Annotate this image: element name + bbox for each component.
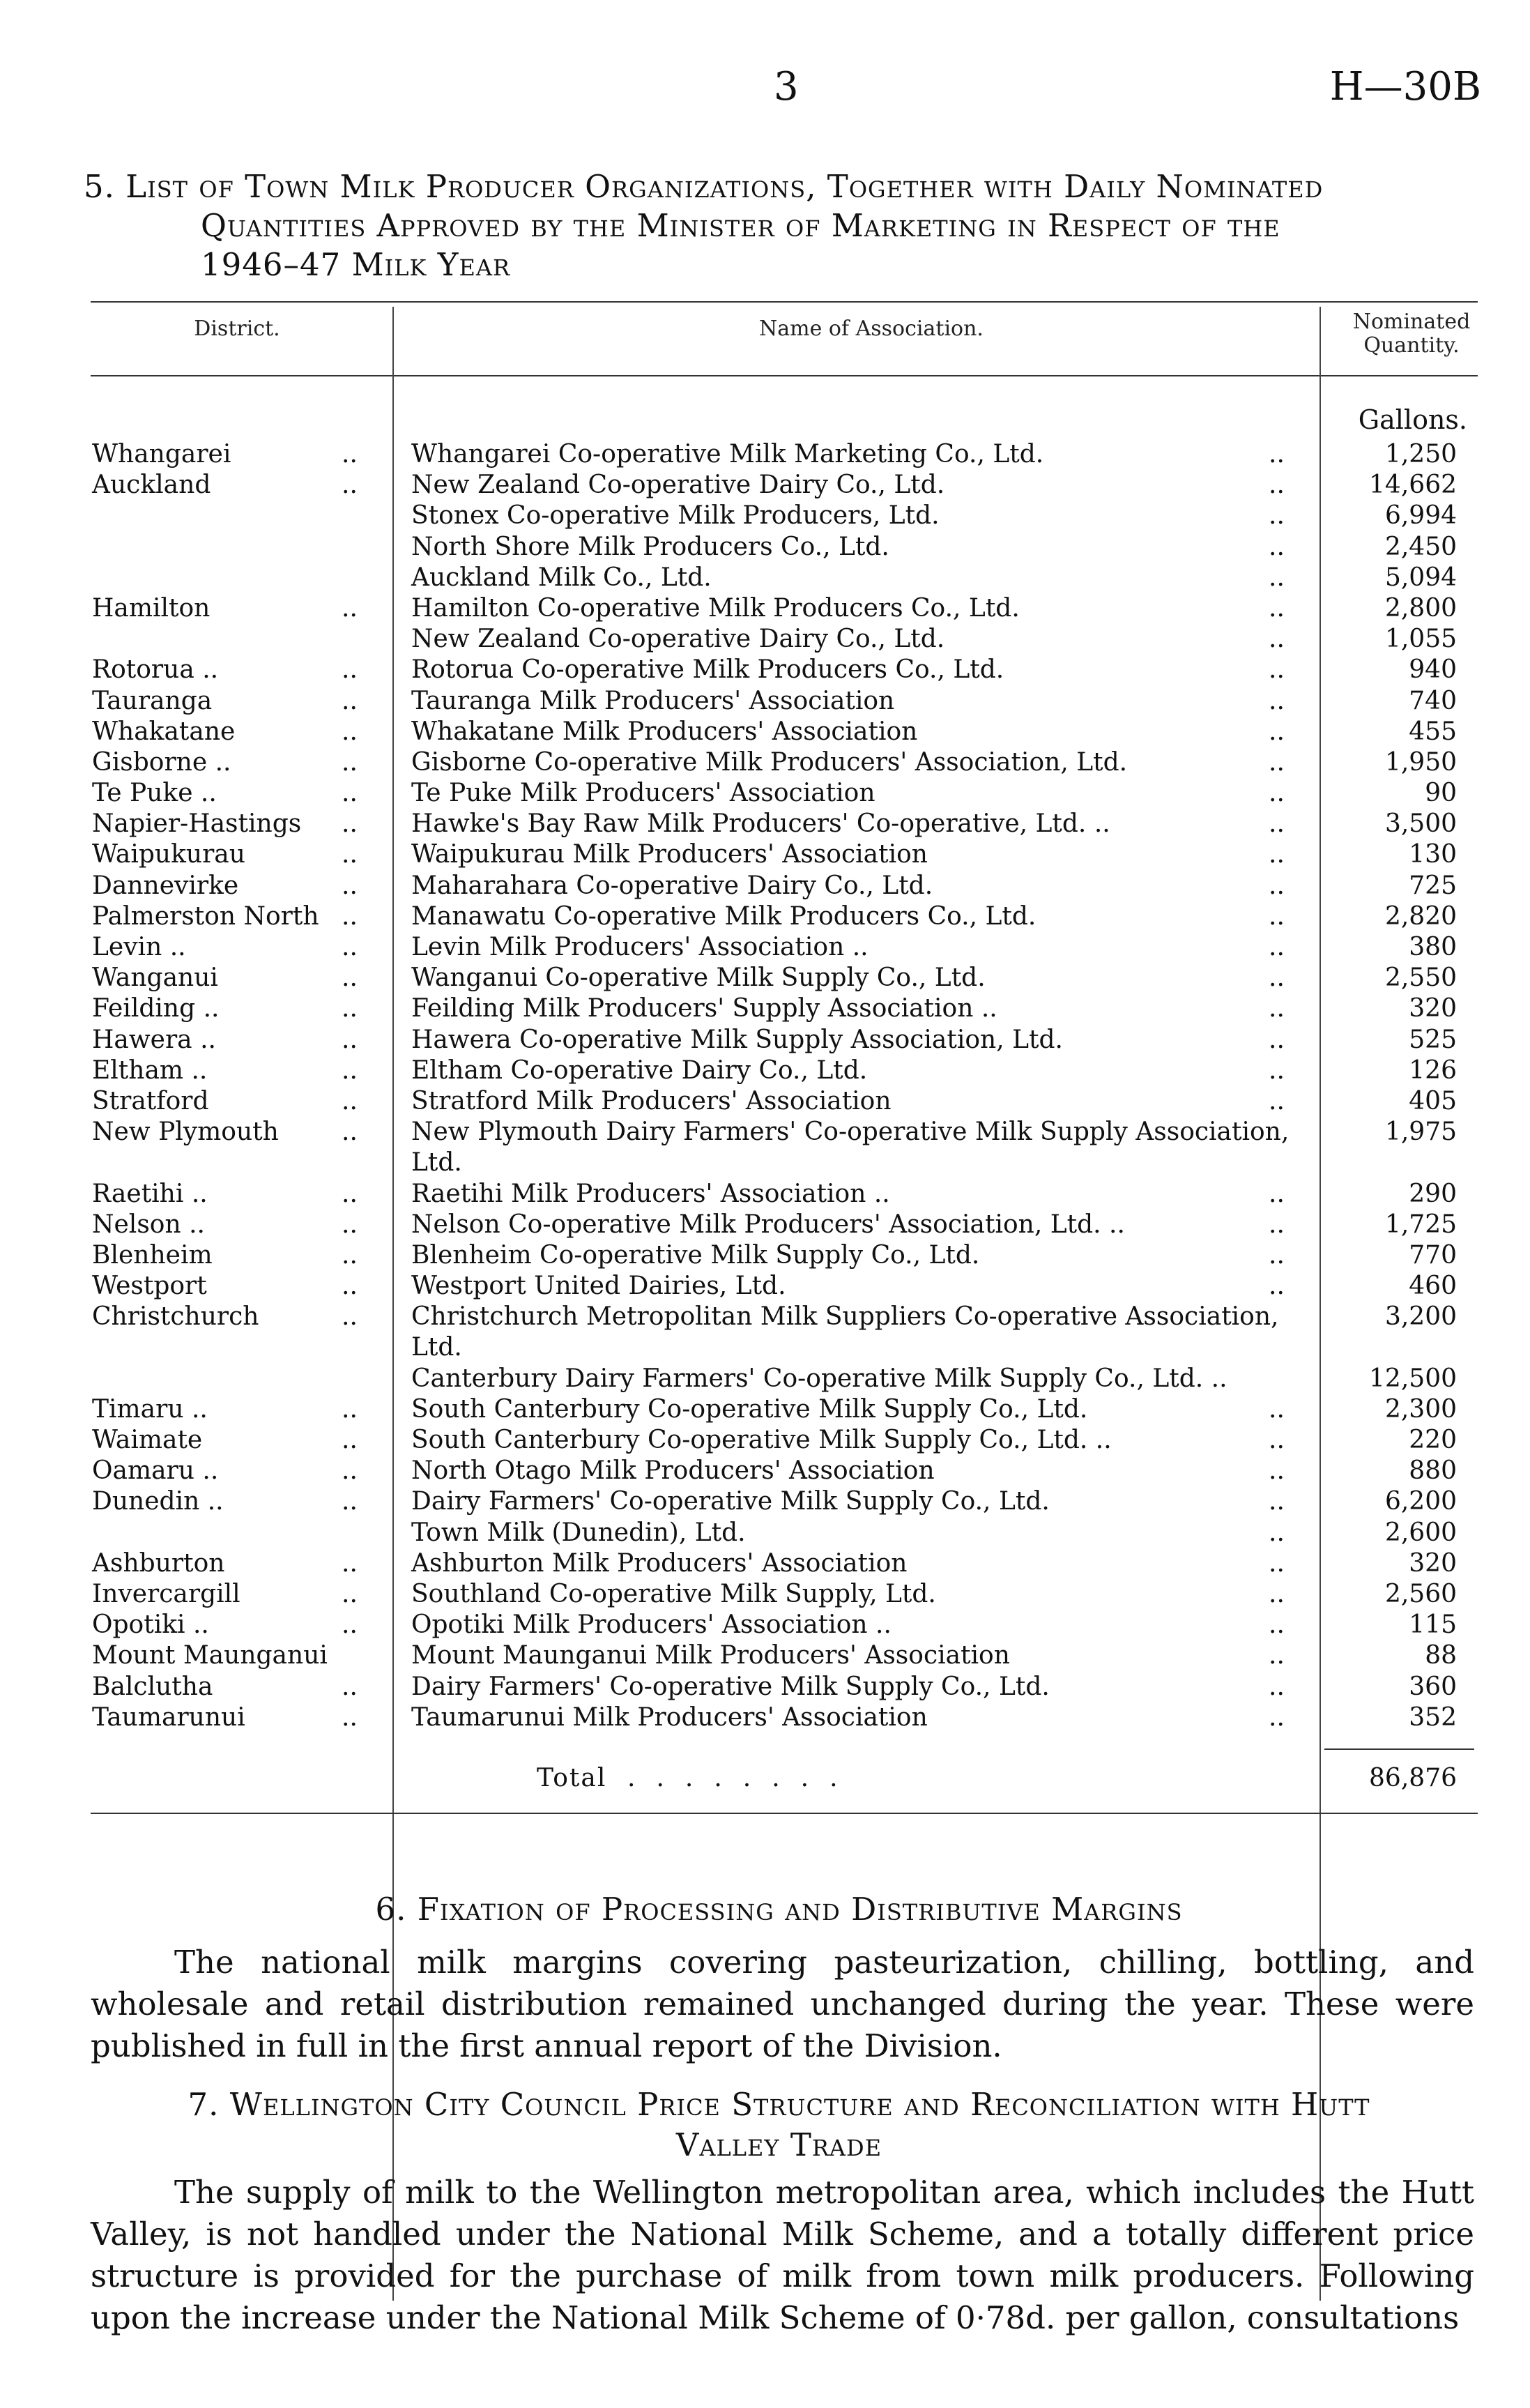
district-cell: Invercargill [92, 1579, 240, 1608]
section-6-title: 6. Fixation of Processing and Distributive Margins [375, 1891, 1183, 1928]
total-value: 86,876 [1369, 1764, 1457, 1792]
association-name-cell: Southland Co-operative Milk Supply, Ltd. [411, 1579, 936, 1608]
quantity-cell: 940 [1409, 655, 1457, 685]
district-leader-dots: .. [342, 1272, 358, 1301]
name-leader-dots: .. [1269, 471, 1285, 500]
table-row [0, 532, 1530, 563]
district-cell: Dannevirke [92, 871, 239, 900]
quantity-cell: 290 [1409, 1179, 1457, 1208]
table-row [0, 1672, 1530, 1702]
district-leader-dots: .. [342, 1610, 358, 1640]
district-cell: Waipukurau [92, 840, 245, 869]
name-leader-dots: .. [1269, 1702, 1285, 1732]
association-name-cell: Te Puke Milk Producers' Association [411, 779, 875, 808]
section-5-title-line2: Quantities Approved by the Minister of Marketing in Respect of the [201, 207, 1280, 244]
district-leader-dots: .. [342, 593, 358, 623]
district-cell: Opotiki .. [92, 1610, 209, 1640]
name-leader-dots: .. [1269, 1610, 1285, 1640]
district-leader-dots: .. [342, 1702, 358, 1732]
table-row [0, 1610, 1530, 1640]
association-name-cell: Blenheim Co-operative Milk Supply Co., Ltd. [411, 1240, 980, 1270]
district-leader-dots: .. [342, 717, 358, 746]
name-leader-dots: .. [1269, 1672, 1285, 1701]
table-row [0, 655, 1530, 685]
association-name-cell: Town Milk (Dunedin), Ltd. [411, 1518, 746, 1547]
table-row [0, 1210, 1530, 1240]
quantity-cell: 2,300 [1384, 1394, 1457, 1424]
table-body [0, 439, 1530, 1733]
quantity-cell: 1,055 [1384, 625, 1457, 654]
district-cell: Westport [92, 1272, 207, 1301]
name-leader-dots: .. [1269, 1272, 1285, 1301]
name-leader-dots: .. [1269, 1086, 1285, 1115]
quantity-cell: 1,250 [1384, 440, 1457, 468]
name-leader-dots: .. [1269, 1426, 1285, 1455]
table-row [0, 470, 1530, 501]
association-name-cell: Maharahara Co-operative Dairy Co., Ltd. [411, 871, 933, 900]
table-row [0, 1302, 1530, 1363]
table-row [0, 501, 1530, 531]
table-row [0, 1271, 1530, 1302]
name-leader-dots: .. [1269, 532, 1285, 561]
table-row [0, 1394, 1530, 1425]
association-name-cell: Opotiki Milk Producers' Association .. [411, 1610, 892, 1640]
section-7-body: The supply of milk to the Wellington metropolitan area, which includes the Hutt Valley, is not handled under the National Milk Scheme, and a totally different price structure is provided for the purchase of milk from town milk producers. Following upon the increase under the National Milk Scheme of 0·78d. per gallon, consultations [91, 2174, 1474, 2336]
name-leader-dots: .. [1269, 686, 1285, 715]
association-name-cell: Whakatane Milk Producers' Association [411, 717, 918, 746]
table-row [0, 563, 1530, 593]
association-name-cell: Tauranga Milk Producers' Association [411, 686, 895, 715]
district-leader-dots: .. [342, 1394, 358, 1424]
district-leader-dots: .. [342, 1487, 358, 1516]
table-row [0, 932, 1530, 963]
section-7-title [84, 2085, 1474, 2165]
association-name-cell: Dairy Farmers' Co-operative Milk Supply Co., Ltd. [411, 1672, 1050, 1701]
quantity-cell: 2,450 [1384, 532, 1457, 561]
quantity-cell: 455 [1409, 717, 1457, 746]
quantity-cell: 1,725 [1384, 1210, 1457, 1239]
name-leader-dots: .. [1269, 747, 1285, 777]
association-name-cell: Ashburton Milk Producers' Association [411, 1548, 908, 1578]
association-name-cell: Feilding Milk Producers' Supply Association .. [411, 994, 997, 1023]
name-leader-dots: .. [1269, 1487, 1285, 1516]
column-header-name: Name of Association. [759, 317, 984, 341]
quantity-cell: 352 [1409, 1702, 1457, 1732]
page-reference: H—30B [1329, 64, 1481, 109]
district-leader-dots: .. [342, 779, 358, 808]
district-cell: Whangarei [92, 440, 231, 468]
association-name-cell: Hawera Co-operative Milk Supply Association, Ltd. [411, 1025, 1063, 1054]
district-cell: Tauranga [92, 686, 213, 715]
name-leader-dots: .. [1269, 871, 1285, 900]
table-row [0, 1518, 1530, 1548]
name-leader-dots: .. [1269, 1179, 1285, 1208]
table-row [0, 993, 1530, 1024]
total-upper-rule [1324, 1748, 1474, 1750]
table-row [0, 1425, 1530, 1456]
quantity-cell: 3,200 [1384, 1302, 1457, 1332]
association-name-cell: Stonex Co-operative Milk Producers, Ltd. [411, 501, 940, 531]
name-leader-dots: .. [1269, 1548, 1285, 1578]
quantity-cell: 1,975 [1384, 1118, 1457, 1147]
district-leader-dots: .. [342, 1302, 358, 1332]
quantity-cell: 460 [1409, 1272, 1457, 1301]
section-5-title [84, 167, 1478, 284]
association-name-cell: Raetihi Milk Producers' Association .. [411, 1179, 890, 1208]
district-leader-dots: .. [342, 655, 358, 685]
table-row [0, 717, 1530, 747]
quantity-cell: 770 [1409, 1240, 1457, 1270]
name-leader-dots: .. [1269, 1240, 1285, 1270]
section-7-title-line1: 7. Wellington City Council Price Structure and Reconciliation with Hutt [188, 2086, 1370, 2123]
district-cell: Taumarunui [92, 1702, 245, 1732]
quantity-cell: 88 [1425, 1641, 1457, 1670]
table-row [0, 439, 1530, 470]
association-name-cell: Taumarunui Milk Producers' Association [411, 1702, 928, 1732]
quantity-cell: 130 [1409, 840, 1457, 869]
association-name-cell: North Shore Milk Producers Co., Ltd. [411, 532, 889, 561]
table-row [0, 1579, 1530, 1610]
district-leader-dots: .. [342, 1426, 358, 1455]
quantity-cell: 405 [1409, 1086, 1457, 1115]
district-leader-dots: .. [342, 471, 358, 500]
name-leader-dots: .. [1269, 809, 1285, 839]
table-row [0, 1086, 1530, 1117]
association-name-cell: Stratford Milk Producers' Association [411, 1086, 892, 1115]
quantity-cell: 320 [1409, 1548, 1457, 1578]
district-leader-dots: .. [342, 901, 358, 931]
association-name-cell: Nelson Co-operative Milk Producers' Association, Ltd. .. [411, 1210, 1125, 1239]
name-leader-dots: .. [1269, 655, 1285, 685]
name-leader-dots: .. [1269, 994, 1285, 1023]
district-leader-dots: .. [342, 933, 358, 961]
quantity-cell: 126 [1409, 1056, 1457, 1085]
section-7-title-line2: Valley Trade [675, 2126, 882, 2163]
table-row [0, 871, 1530, 901]
district-leader-dots: .. [342, 1086, 358, 1115]
quantity-cell: 360 [1409, 1672, 1457, 1701]
district-leader-dots: .. [342, 1456, 358, 1486]
district-leader-dots: .. [342, 994, 358, 1023]
association-name-cell: Dairy Farmers' Co-operative Milk Supply Co., Ltd. [411, 1487, 1050, 1516]
district-leader-dots: .. [342, 1118, 358, 1147]
association-name-cell: Hawke's Bay Raw Milk Producers' Co-operative, Ltd. .. [411, 809, 1110, 839]
name-leader-dots: .. [1269, 1456, 1285, 1486]
district-cell: Christchurch [92, 1302, 259, 1332]
district-cell: Nelson .. [92, 1210, 205, 1239]
name-leader-dots: .. [1269, 1579, 1285, 1608]
table-row [0, 963, 1530, 993]
column-header-district: District. [194, 317, 280, 341]
total-label: Total [537, 1764, 607, 1792]
district-cell: Palmerston North [92, 901, 319, 931]
association-name-cell: Wanganui Co-operative Milk Supply Co., Ltd. [411, 963, 986, 993]
quantity-cell: 3,500 [1384, 809, 1457, 839]
association-name-cell: Hamilton Co-operative Milk Producers Co., Ltd. [411, 593, 1020, 623]
table-row [0, 901, 1530, 932]
district-cell: Oamaru .. [92, 1456, 219, 1486]
name-leader-dots: .. [1269, 1025, 1285, 1054]
quantity-cell: 12,500 [1369, 1364, 1457, 1393]
quantity-cell: 115 [1409, 1610, 1457, 1640]
section-5-title-line1: 5. List of Town Milk Producer Organizations, Together with Daily Nominated [84, 168, 1324, 205]
table-row [0, 593, 1530, 624]
district-cell: Te Puke .. [92, 779, 217, 808]
association-name-cell: South Canterbury Co-operative Milk Supply Co., Ltd. [411, 1394, 1088, 1424]
association-name-cell: New Zealand Co-operative Dairy Co., Ltd. [411, 625, 945, 654]
association-name-cell: Christchurch Metropolitan Milk Suppliers Co-operative Association, Ltd. [411, 1302, 1279, 1362]
district-cell: Ashburton [92, 1548, 225, 1578]
table-row [0, 809, 1530, 839]
association-name-cell: Gisborne Co-operative Milk Producers' Association, Ltd. [411, 747, 1128, 777]
association-name-cell: Auckland Milk Co., Ltd. [411, 563, 712, 592]
name-leader-dots: .. [1269, 440, 1285, 468]
district-cell: New Plymouth [92, 1118, 279, 1147]
association-name-cell: Levin Milk Producers' Association .. [411, 933, 869, 961]
table-bottom-rule [91, 1813, 1478, 1814]
district-leader-dots: .. [342, 1240, 358, 1270]
district-cell: Balclutha [92, 1672, 213, 1701]
district-leader-dots: .. [342, 963, 358, 993]
quantity-cell: 525 [1409, 1025, 1457, 1054]
district-cell: Timaru .. [92, 1394, 208, 1424]
district-leader-dots: .. [342, 1179, 358, 1208]
name-leader-dots: .. [1269, 563, 1285, 592]
table-row [0, 686, 1530, 717]
district-leader-dots: .. [342, 1672, 358, 1701]
table-row [0, 1548, 1530, 1579]
name-leader-dots: .. [1269, 1641, 1285, 1670]
district-cell: Hawera .. [92, 1025, 216, 1054]
district-leader-dots: .. [342, 871, 358, 900]
district-cell: Waimate [92, 1426, 203, 1455]
district-cell: Gisborne .. [92, 747, 231, 777]
table-row [0, 1456, 1530, 1486]
district-cell: Eltham .. [92, 1056, 208, 1085]
name-leader-dots: .. [1269, 840, 1285, 869]
district-cell: Hamilton [92, 593, 211, 623]
district-leader-dots: .. [342, 686, 358, 715]
quantity-cell: 380 [1409, 933, 1457, 961]
name-leader-dots: .. [1269, 1210, 1285, 1239]
table-row [0, 1364, 1530, 1394]
quantity-cell: 740 [1409, 686, 1457, 715]
section-6-body: The national milk margins covering pasteurization, chilling, bottling, and wholesale and retail distribution remained unchanged during the year. These were published in full in the first annual report of the Division. [91, 1944, 1474, 2064]
page-number: 3 [774, 64, 799, 109]
association-name-cell: Mount Maunganui Milk Producers' Association [411, 1641, 1010, 1670]
total-dots: ........ [627, 1764, 859, 1792]
name-leader-dots: .. [1269, 963, 1285, 993]
quantity-cell: 725 [1409, 871, 1457, 900]
quantity-cell: 6,994 [1384, 501, 1457, 531]
district-leader-dots: .. [342, 1025, 358, 1054]
association-name-cell: South Canterbury Co-operative Milk Supply Co., Ltd. .. [411, 1426, 1112, 1455]
name-leader-dots: .. [1269, 901, 1285, 931]
table-row [0, 778, 1530, 809]
table-row [0, 1056, 1530, 1086]
table-row [0, 1025, 1530, 1056]
district-leader-dots: .. [342, 1548, 358, 1578]
table-row [0, 1486, 1530, 1517]
district-leader-dots: .. [342, 1056, 358, 1085]
district-leader-dots: .. [342, 840, 358, 869]
quantity-cell: 2,820 [1384, 901, 1457, 931]
name-leader-dots: .. [1269, 1518, 1285, 1547]
name-leader-dots: .. [1269, 1056, 1285, 1085]
table-row [0, 747, 1530, 778]
name-leader-dots: .. [1269, 717, 1285, 746]
quantity-cell: 14,662 [1369, 471, 1457, 500]
district-cell: Levin .. [92, 933, 186, 961]
association-name-cell: Canterbury Dairy Farmers' Co-operative Milk Supply Co., Ltd. .. [411, 1364, 1227, 1393]
association-name-cell: Westport United Dairies, Ltd. [411, 1272, 786, 1301]
name-leader-dots: .. [1269, 779, 1285, 808]
column-header-quantity: Nominated Quantity. [1352, 310, 1471, 358]
table-row [0, 839, 1530, 870]
association-name-cell: North Otago Milk Producers' Association [411, 1456, 935, 1486]
association-name-cell: Waipukurau Milk Producers' Association [411, 840, 928, 869]
district-leader-dots: .. [342, 747, 358, 777]
district-cell: Blenheim [92, 1240, 213, 1270]
quantity-cell: 6,200 [1384, 1487, 1457, 1516]
quantity-cell: 880 [1409, 1456, 1457, 1486]
quantity-cell: 5,094 [1384, 563, 1457, 592]
district-cell: Stratford [92, 1086, 209, 1115]
district-cell: Whakatane [92, 717, 236, 746]
quantity-cell: 2,560 [1384, 1579, 1457, 1608]
table-header-rule [91, 375, 1478, 376]
district-cell: Dunedin .. [92, 1487, 224, 1516]
district-leader-dots: .. [342, 1210, 358, 1239]
quantity-cell: 2,550 [1384, 963, 1457, 993]
district-leader-dots: .. [342, 440, 358, 468]
district-leader-dots: .. [342, 809, 358, 839]
table-row [0, 1117, 1530, 1178]
district-cell: Raetihi .. [92, 1179, 208, 1208]
quantity-cell: 2,600 [1384, 1518, 1457, 1547]
table-row [0, 1702, 1530, 1733]
table-row [0, 1640, 1530, 1671]
name-leader-dots: .. [1269, 1394, 1285, 1424]
quantity-cell: 320 [1409, 994, 1457, 1023]
table-row [0, 1179, 1530, 1210]
units-label: Gallons. [1358, 404, 1467, 435]
section-5-title-line3: 1946–47 Milk Year [201, 246, 511, 283]
association-name-cell: New Plymouth Dairy Farmers' Co-operative Milk Supply Association, Ltd. [411, 1118, 1290, 1178]
association-name-cell: Eltham Co-operative Dairy Co., Ltd. [411, 1056, 868, 1085]
name-leader-dots: .. [1269, 625, 1285, 654]
quantity-cell: 2,800 [1384, 593, 1457, 623]
district-cell: Mount Maunganui [92, 1641, 328, 1670]
association-name-cell: New Zealand Co-operative Dairy Co., Ltd. [411, 471, 945, 500]
district-leader-dots: .. [342, 1579, 358, 1608]
name-leader-dots: .. [1269, 593, 1285, 623]
district-cell: Auckland [92, 471, 211, 500]
name-leader-dots: .. [1269, 501, 1285, 531]
quantity-cell: 1,950 [1384, 747, 1457, 777]
district-cell: Rotorua .. [92, 655, 219, 685]
association-name-cell: Manawatu Co-operative Milk Producers Co., Ltd. [411, 901, 1036, 931]
quantity-cell: 220 [1409, 1426, 1457, 1455]
quantity-cell: 90 [1425, 779, 1457, 808]
district-cell: Wanganui [92, 963, 218, 993]
district-cell: Feilding .. [92, 994, 220, 1023]
table-row [0, 1240, 1530, 1271]
association-name-cell: Rotorua Co-operative Milk Producers Co., Ltd. [411, 655, 1004, 685]
name-leader-dots: .. [1269, 933, 1285, 961]
district-cell: Napier-Hastings [92, 809, 302, 839]
table-row [0, 624, 1530, 655]
table-top-rule [91, 301, 1478, 303]
association-name-cell: Whangarei Co-operative Milk Marketing Co., Ltd. [411, 440, 1044, 468]
